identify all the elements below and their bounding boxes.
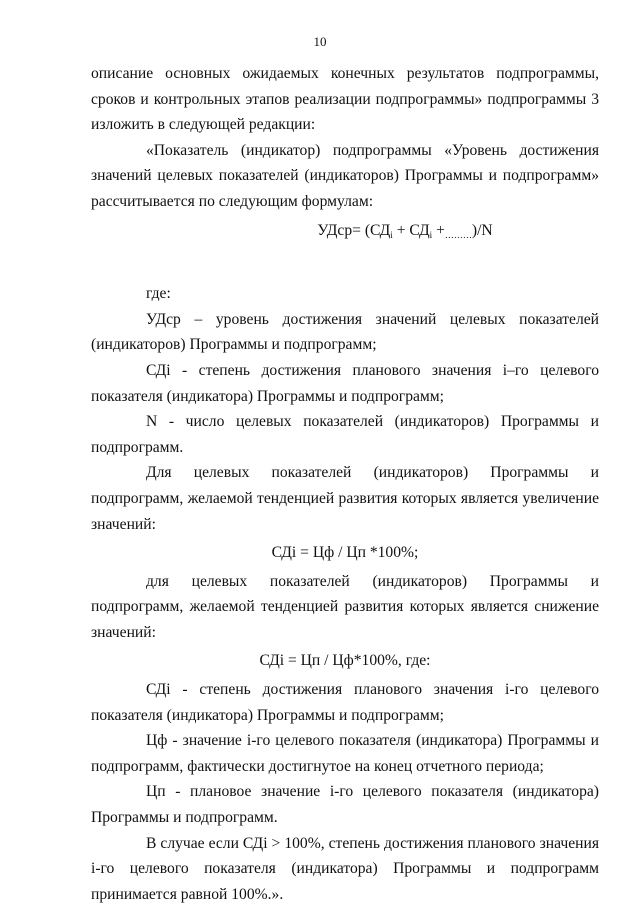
spacer xyxy=(91,251,599,281)
paragraph-indicator: «Показатель (индикатор) подпрограммы «Уровень достижения значений целевых показателей (индикаторов) Программы и подпрограмм» рассчитывается по следующим формулам: xyxy=(91,141,599,210)
page-number: 10 xyxy=(313,34,327,49)
definition-sdi: СДi - степень достижения планового значения i–го целевого показателя (индикатора) Программы и подпрограмм; xyxy=(91,361,599,405)
definition-tsf: Цф - значение i-го целевого показателя (индикатора) Программы и подпрограмм, фактически достигнутое на конец отчетного периода; xyxy=(91,732,599,775)
formula-increase: СДi = Цф / Цп *100%; xyxy=(271,544,419,562)
formula-decrease: СДi = Цп / Цф*100%, где: xyxy=(259,652,431,670)
formula-average: УДср= $(СД_i + СД_i +_{\dots\dots\dots})/N$ xyxy=(317,221,493,240)
definition-tsp: Цп - плановое значение i-го целевого показателя (индикатора) Программы и подпрограмм. xyxy=(91,783,599,827)
paragraph-increase: Для целевых показателей (индикаторов) Программы и подпрограмм, желаемой тенденцией развития которых является увеличение значений: xyxy=(91,464,599,533)
paragraph-cap: В случае если СДi > 100%, степень достижения планового значения i-го целевого показателя (индикатора) Программы и подпрограмм принимается равной 100%.». xyxy=(91,834,599,903)
definition-sdi-2: СДi - степень достижения планового значения i-го целевого показателя (индикатора) Программы и подпрограмм; xyxy=(91,681,599,724)
paragraph-where: где: xyxy=(146,285,171,303)
definition-n: N - число целевых показателей (индикаторов) Программы и подпрограмм. xyxy=(91,413,599,456)
document-body xyxy=(91,61,599,907)
definition-udsr: УДср – уровень достижения значений целевых показателей (индикаторов) Программы и подпрограмм; xyxy=(91,310,599,354)
paragraph-intro: описание основных ожидаемых конечных результатов подпрограммы, сроков и контрольных этапов реализации подпрограммы» подпрограммы 3 изложить в следующей редакции: xyxy=(91,65,599,134)
paragraph-decrease: для целевых показателей (индикаторов) Программы и подпрограмм, желаемой тенденцией развития которых является снижение значений: xyxy=(91,572,599,641)
